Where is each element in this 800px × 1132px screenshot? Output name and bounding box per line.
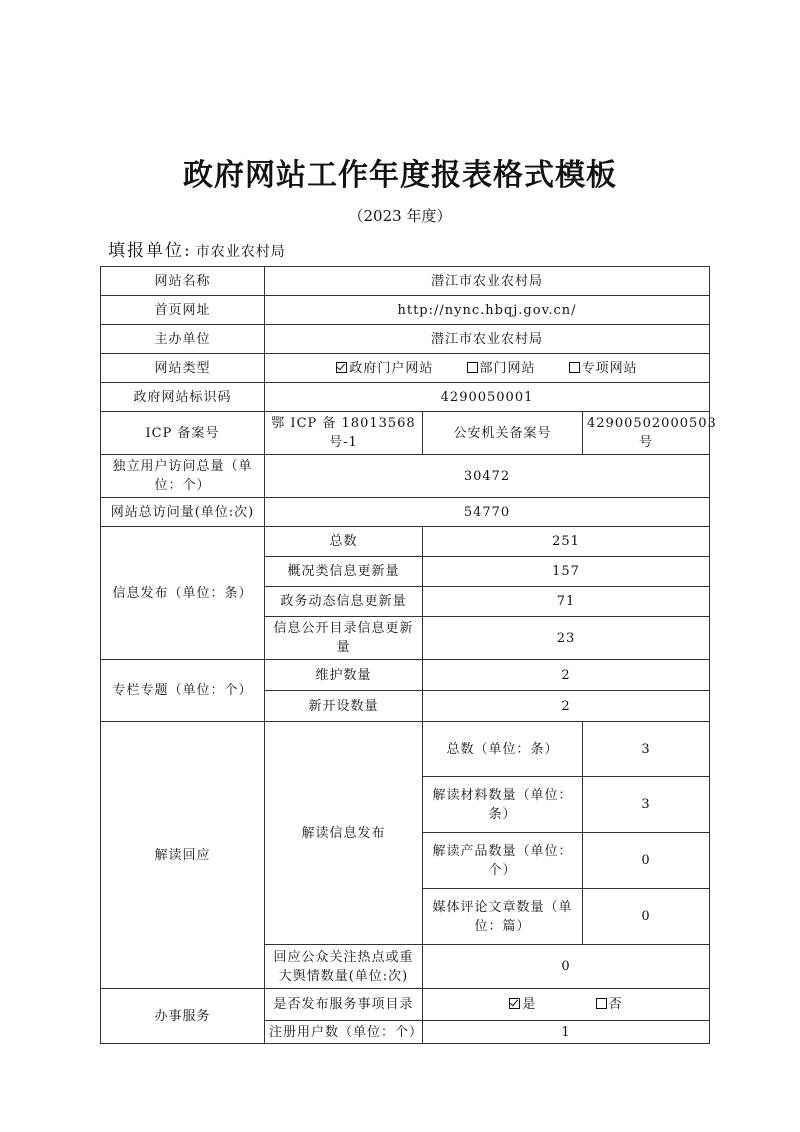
sponsor-value: 潜江市农业农村局 xyxy=(265,325,710,354)
option-label: 专项网站 xyxy=(581,360,638,376)
interpret-item-value: 3 xyxy=(583,722,710,777)
interpret-label: 解读回应 xyxy=(101,722,265,989)
unchecked-box-icon xyxy=(467,362,478,373)
interpret-item-label: 总数（单位：条） xyxy=(423,722,583,777)
site-type-options xyxy=(265,354,710,383)
unchecked-box-icon xyxy=(596,998,607,1009)
table-row xyxy=(101,527,710,557)
site-name-value: 潜江市农业农村局 xyxy=(265,267,710,296)
site-code-value: 4290050001 xyxy=(265,383,710,412)
icp-value: 鄂 ICP 备 18013568 号-1 xyxy=(265,412,423,455)
filling-unit-label: 填报单位: xyxy=(108,241,192,261)
option-label: 是 xyxy=(522,997,537,1012)
checked-box-icon xyxy=(336,362,347,373)
interpret-item-label: 解读产品数量（单位：个） xyxy=(423,833,583,889)
info-publish-item-label: 总数 xyxy=(265,527,423,557)
service-users-label: 注册用户数（单位：个） xyxy=(265,1021,423,1044)
sponsor-label: 主办单位 xyxy=(101,325,265,354)
site-name-label: 网站名称 xyxy=(101,267,265,296)
total-visits-label: 网站总访问量(单位:次) xyxy=(101,498,265,527)
option-label: 政府门户网站 xyxy=(349,360,434,376)
interpret-item-label: 解读材料数量（单位：条） xyxy=(423,777,583,833)
response-label: 回应公众关注热点或重大舆情数量(单位:次) xyxy=(265,945,423,989)
table-row xyxy=(101,412,710,455)
police-record-value: 42900502000503 号 xyxy=(583,412,710,455)
info-publish-item-label: 概况类信息更新量 xyxy=(265,557,423,587)
table-row xyxy=(101,267,710,296)
info-publish-item-value: 23 xyxy=(423,617,710,660)
homepage-value: http://nync.hbqj.gov.cn/ xyxy=(265,296,710,325)
filling-unit xyxy=(108,236,286,261)
info-publish-item-value: 157 xyxy=(423,557,710,587)
columns-item-label: 维护数量 xyxy=(265,660,423,691)
catalog-option-no[interactable] xyxy=(596,995,623,1014)
service-label: 办事服务 xyxy=(101,989,265,1044)
interpret-item-value: 0 xyxy=(583,833,710,889)
interpret-sub-label: 解读信息发布 xyxy=(265,722,423,945)
interpret-item-value: 3 xyxy=(583,777,710,833)
site-type-label: 网站类型 xyxy=(101,354,265,383)
site-type-option-special[interactable] xyxy=(569,359,638,378)
response-value: 0 xyxy=(423,945,710,989)
report-table xyxy=(100,266,717,1044)
total-visits-value: 54770 xyxy=(265,498,710,527)
table-row xyxy=(101,354,710,383)
icp-label: ICP 备案号 xyxy=(101,412,265,455)
columns-item-value: 2 xyxy=(423,660,710,691)
table-row xyxy=(101,296,710,325)
interpret-item-value: 0 xyxy=(583,889,710,945)
site-type-option-portal[interactable] xyxy=(336,359,433,378)
table-row xyxy=(101,455,710,498)
info-publish-item-label: 政务动态信息更新量 xyxy=(265,587,423,617)
table-row xyxy=(101,660,710,691)
unique-visitors-label: 独立用户访问总量（单位：个） xyxy=(101,455,265,498)
report-year: （2023 年度） xyxy=(348,207,452,225)
info-publish-label: 信息发布（单位：条） xyxy=(101,527,265,660)
table-row xyxy=(101,498,710,527)
site-type-option-department[interactable] xyxy=(467,359,536,378)
option-label: 否 xyxy=(608,997,623,1012)
option-label: 部门网站 xyxy=(479,360,536,376)
columns-item-label: 新开设数量 xyxy=(265,691,423,722)
service-catalog-options xyxy=(423,989,710,1021)
catalog-option-yes[interactable] xyxy=(509,995,536,1014)
service-catalog-label: 是否发布服务事项目录 xyxy=(265,989,423,1021)
table-row xyxy=(101,989,710,1021)
page-title: 政府网站工作年度报表格式模板 xyxy=(183,158,617,193)
checked-box-icon xyxy=(509,998,520,1009)
interpret-item-label: 媒体评论文章数量（单位：篇） xyxy=(423,889,583,945)
table-row xyxy=(101,325,710,354)
service-users-value: 1 xyxy=(423,1021,710,1044)
columns-item-value: 2 xyxy=(423,691,710,722)
columns-label: 专栏专题（单位：个） xyxy=(101,660,265,722)
table-row xyxy=(101,383,710,412)
info-publish-item-label: 信息公开目录信息更新量 xyxy=(265,617,423,660)
unchecked-box-icon xyxy=(569,362,580,373)
police-record-label: 公安机关备案号 xyxy=(423,412,583,455)
info-publish-item-value: 71 xyxy=(423,587,710,617)
homepage-label: 首页网址 xyxy=(101,296,265,325)
site-code-label: 政府网站标识码 xyxy=(101,383,265,412)
unique-visitors-value: 30472 xyxy=(265,455,710,498)
table-row xyxy=(101,722,710,777)
info-publish-item-value: 251 xyxy=(423,527,710,557)
filling-unit-value: 市农业农村局 xyxy=(195,244,286,260)
